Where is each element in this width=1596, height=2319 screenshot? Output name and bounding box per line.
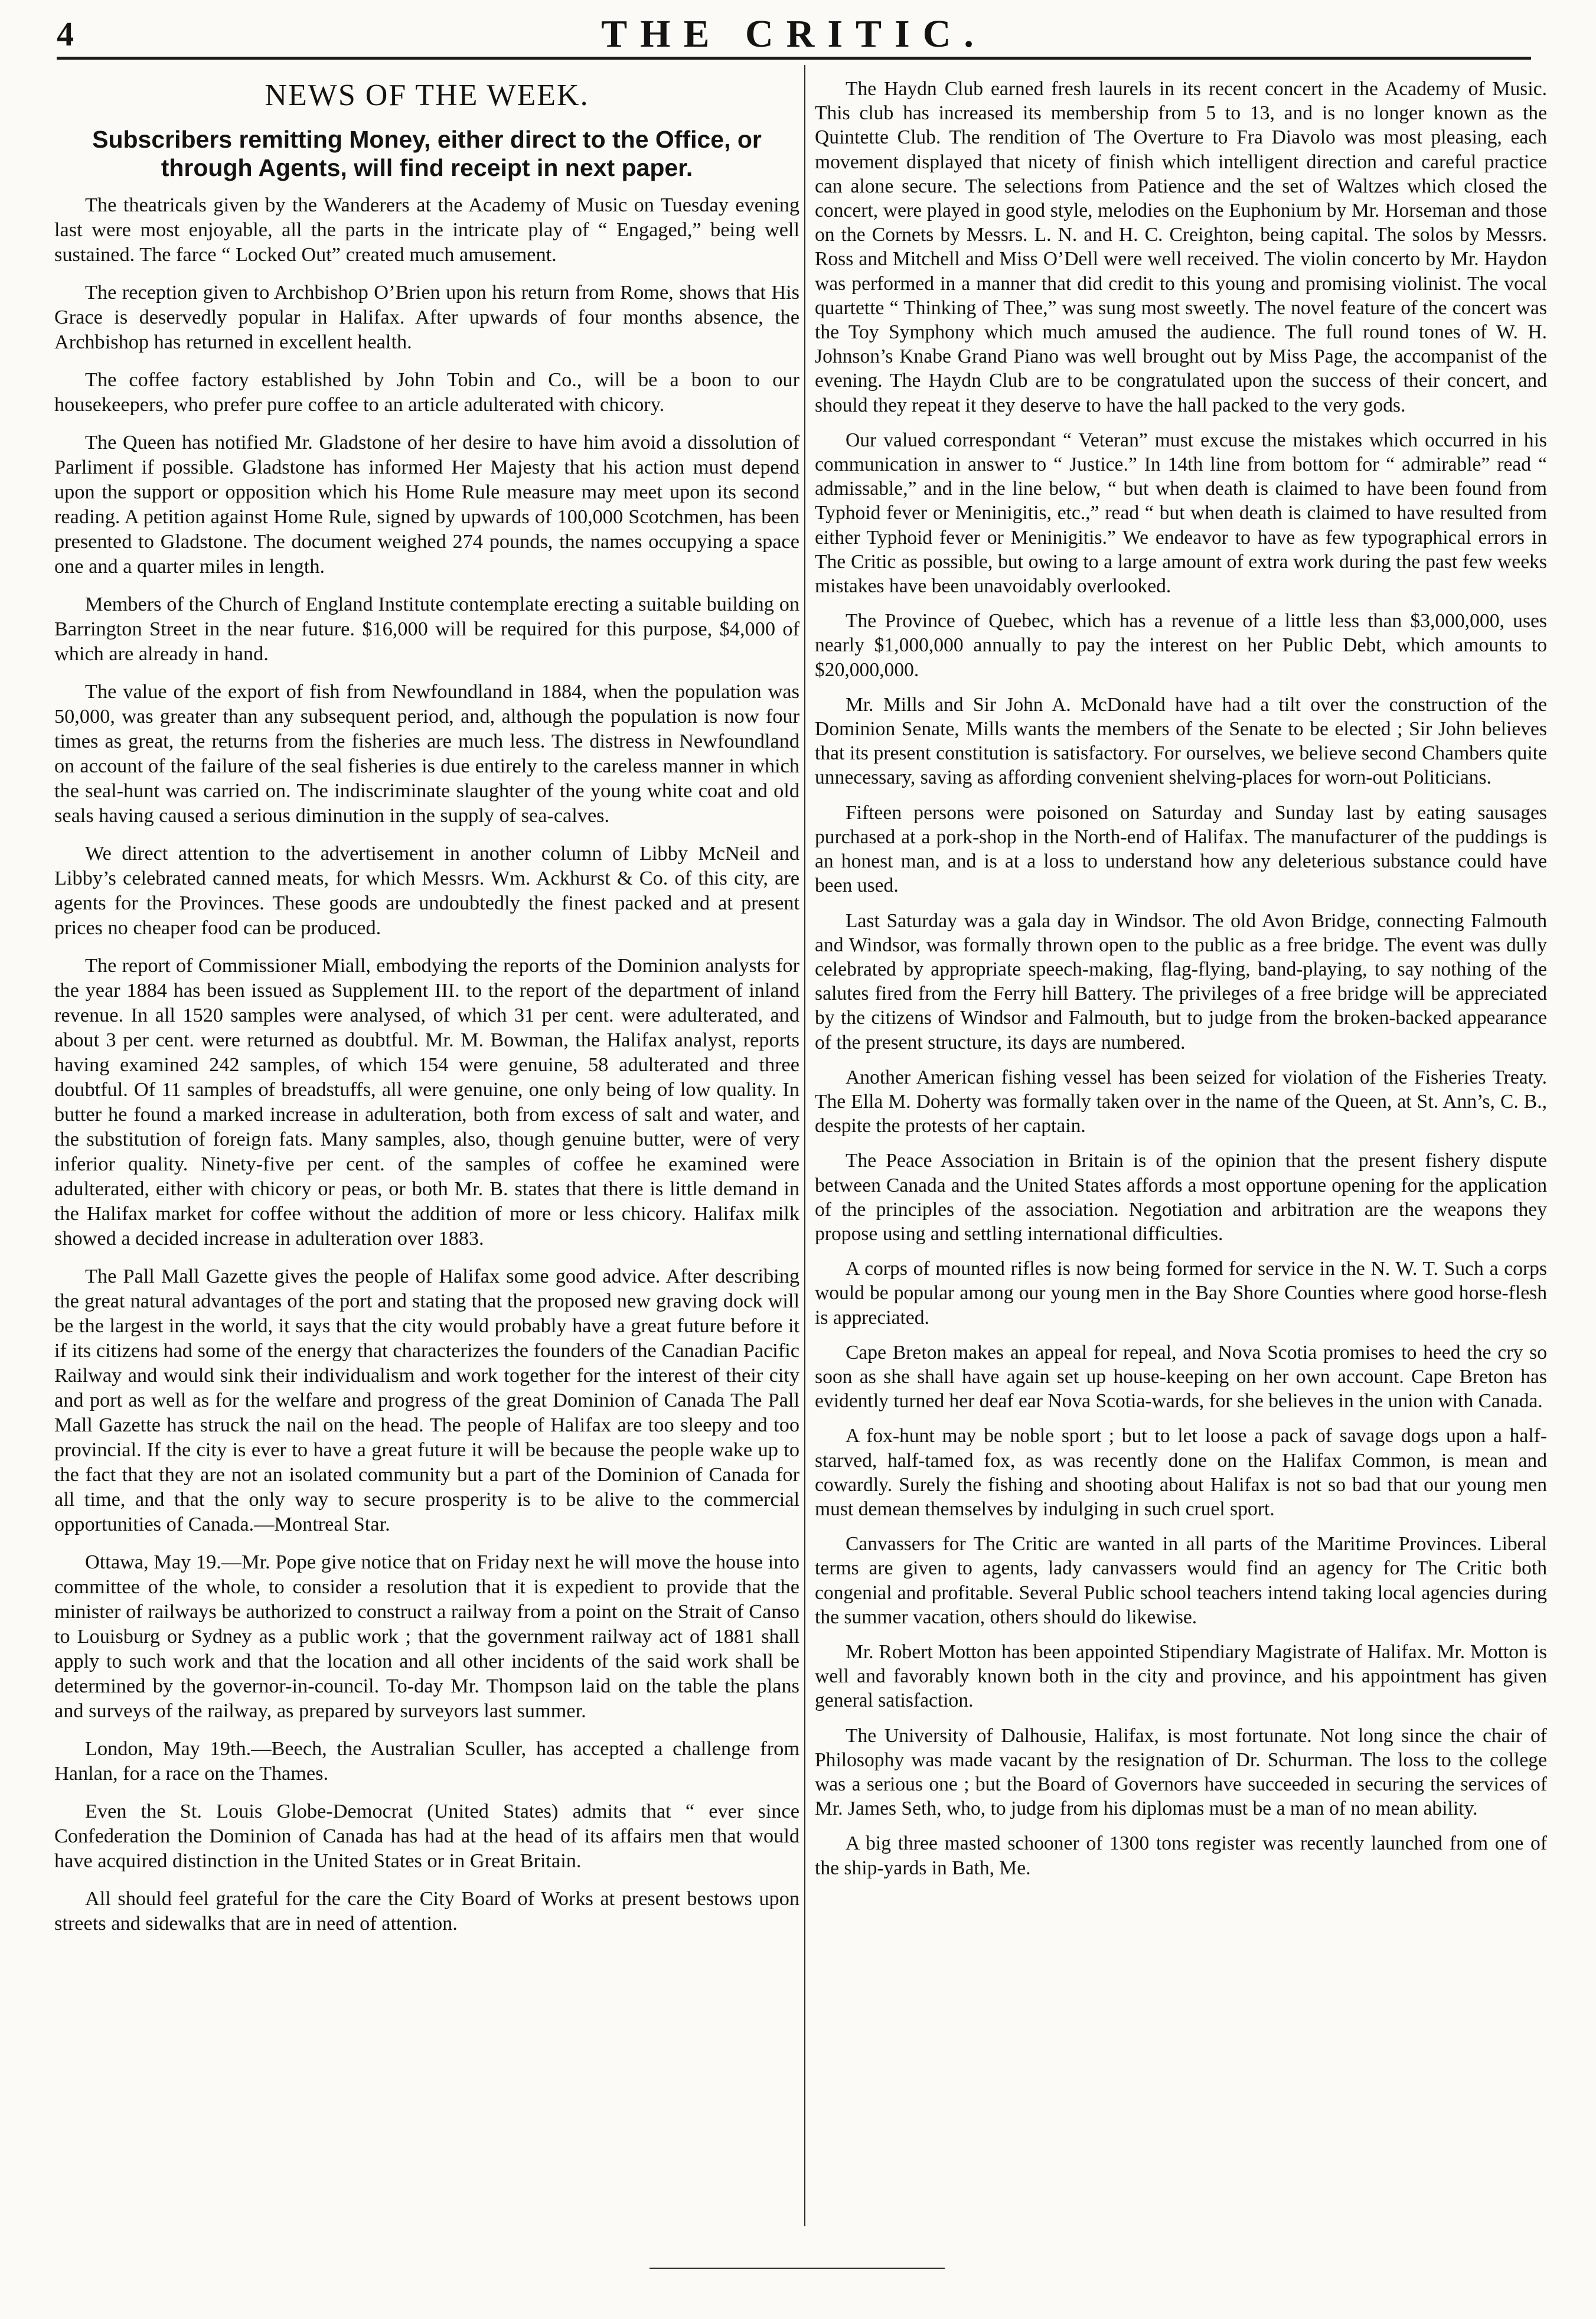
news-item: Another American fishing vessel has been seized for violation of the Fisheries Treaty. The Ella M. Doherty was formally taken over in the name of the Queen, at St. Ann’s, C. B., despite the protests of her captain. <box>815 1066 1547 1137</box>
paper-title: THE CRITIC. <box>601 12 987 56</box>
news-item: Canvassers for The Critic are wanted in all parts of the Maritime Provinces. Liberal terms are given to agents, lady canvassers would find an agency for The Critic both congenial and profitable. Several Public school teachers intend taking local agencies during the summer vacation, others should do likewise. <box>815 1533 1547 1628</box>
news-item: Mr. Robert Motton has been appointed Stipendiary Magistrate of Halifax. Mr. Motton is well and favorably known both in the city and province, and his appointment has given general satisfaction. <box>815 1640 1547 1712</box>
news-item: A corps of mounted rifles is now being formed for service in the N. W. T. Such a corps would be popular among our young men in the Bay Shore Counties where good horse-flesh is appreciated. <box>815 1258 1547 1329</box>
left-article-list <box>54 193 799 1936</box>
news-item: The Peace Association in Britain is of the opinion that the present fishery dispute between Canada and the United States affords a most opportune opening for the application of the principles of the association. Negotiation and arbitration are the weapons they propose using and settling international difficulties. <box>815 1150 1547 1245</box>
news-item: We direct attention to the advertisement in another column of Libby McNeil and Libby’s celebrated canned meats, for which Messrs. Wm. Ackhurst & Co. of this city, are agents for the Provinces. These goods are undoubtedly the finest packed and at present prices no cheaper food can be produced. <box>54 842 799 939</box>
news-item: The Queen has notified Mr. Gladstone of her desire to have him avoid a dissolution of Parliment if possible. Gladstone has informed Her Majesty that his action must depend upon the support or opposition which his Home Rule measure may meet upon its second reading. A petition against Home Rule, signed by upwards of 100,000 Scotchmen, has been presented to Gladstone. The document weighed 274 pounds, the names occupying a space one and a quarter miles in length. <box>54 431 799 578</box>
column-divider <box>804 65 805 2226</box>
news-item: The Province of Quebec, which has a revenue of a little less than $3,000,000, uses nearly $1,000,000 annually to pay the interest on her Public Debt, which amounts to $20,000,000. <box>815 610 1547 681</box>
news-item: Fifteen persons were poisoned on Saturday and Sunday last by eating sausages purchased at a pork-shop in the North-end of Halifax. The manufacturer of the puddings is an honest man, and is at a loss to understand how any deleterious substance could have been used. <box>815 801 1547 897</box>
news-item: The Pall Mall Gazette gives the people of Halifax some good advice. After describing the great natural advantages of the port and stating that the proposed new graving dock will be the largest in the world, it says that the city would probably have a great future before it if its citizens had some of the energy that characterizes the founders of the Canadian Pacific Railway and would sink their individualism and work together for the interest of their city and port as well as for the welfare and progress of the great Dominion of Canada The Pall Mall Gazette has struck the nail on the head. The people of Halifax are too sleepy and too provincial. If the city is ever to have a great future it will be because the people wake up to the fact that they are not an isolated community but a part of the Dominion of Canada for all time, and that the only way to secure prosperity is to be alive to the commercial opportunities of Canada.—Montreal Star. <box>54 1265 799 1535</box>
news-item: Mr. Mills and Sir John A. McDonald have had a tilt over the construction of the Dominion Senate, Mills wants the members of the Senate to be elected ; Sir John believes that its present constitution is satisfactory. For ourselves, we believe second Chambers quite unnecessary, saving as affording convenient shelving-places for worn-out Politicians. <box>815 693 1547 789</box>
masthead <box>57 11 1531 60</box>
news-item: The coffee factory established by John Tobin and Co., will be a boon to our housekeepers, who prefer pure coffee to an article adulterated with chicory. <box>54 368 799 416</box>
news-item: Last Saturday was a gala day in Windsor. The old Avon Bridge, connecting Falmouth and Windsor, was formally thrown open to the public as a free bridge. The event was dully celebrated by appropriate speech-making, flag-flying, band-playing, to say nothing of the salutes fired from the Ferry hill Battery. The privileges of a free bridge will be appreciated by the citizens of Windsor and Falmouth, but to judge from the broken-backed appearance of the present structure, its days are numbered. <box>815 909 1547 1054</box>
news-item: The value of the export of fish from Newfoundland in 1884, when the population was 50,000, was greater than any subsequent period, and, although the population is now four times as great, the returns from the fisheries are much less. The distress in Newfoundland on account of the failure of the seal fisheries is due entirely to the careless manner in which the seal-hunt was carried on. The indiscriminate slaughter of the young white coat and old seals having caused a serious diminution in the supply of sea-calves. <box>54 680 799 827</box>
subscriber-notice: Subscribers remitting Money, either direct to the Office, or through Agents, will find receipt in next paper. <box>92 126 762 181</box>
page-number: 4 <box>57 15 74 53</box>
news-item: All should feel grateful for the care the City Board of Works at present bestows upon streets and sidewalks that are in need of attention. <box>54 1887 799 1935</box>
section-title: NEWS OF THE WEEK. <box>265 79 589 112</box>
news-item: Even the St. Louis Globe-Democrat (United States) admits that “ ever since Confederation the Dominion of Canada has had at the head of its affairs men that would have acquired distinction in the United States or in Great Britain. <box>54 1800 799 1872</box>
news-item: A big three masted schooner of 1300 tons register was recently launched from one of the ship-yards in Bath, Me. <box>815 1832 1547 1879</box>
left-column <box>54 77 799 1949</box>
right-article-list <box>815 77 1547 1880</box>
news-item: The report of Commissioner Miall, embodying the reports of the Dominion analysts for the year 1884 has been issued as Supplement III. to the report of the department of inland revenue. In all 1520 samples were analysed, of which 31 per cent. were adulterated, and about 3 per cent. were returned as doubtful. Mr. M. Bowman, the Halifax analyst, reports having examined 242 samples, of which 154 were genuine, 58 adulterated and three doubtful. Of 11 samples of breadstuffs, all were genuine, one only being of low quality. In butter he found a marked increase in adulteration, both from excess of salt and water, and the substitution of foreign fats. Many samples, also, though genuine butter, were of very inferior quality. Ninety-five per cent. of the samples of coffee he examined were adulterated, either with chicory or peas, or both Mr. B. states that there is little demand in the Halifax market for coffee without the addition of more or less chicory. Halifax milk showed a decided increase in adulteration over 1883. <box>54 954 799 1250</box>
news-item: Ottawa, May 19.—Mr. Pope give notice that on Friday next he will move the house into committee of the whole, to consider a resolution that it is expedient to provide that the minister of railways be authorized to construct a railway from a point on the Strait of Canso to Louisburg or Sydney as a public work ; that the government railway act of 1881 shall apply to such work and that the location and all other incidents of the said work shall be determined by the governor-in-council. To-day Mr. Thompson laid on the table the plans and surveys of the railway, as prepared by surveyors last summer. <box>54 1551 799 1722</box>
news-item: A fox-hunt may be noble sport ; but to let loose a pack of savage dogs upon a half-starved, half-tamed fox, as was recently done on the Halifax Common, is mean and cowardly. Surely the fishing and shooting about Halifax is not so bad that our young men must demean themselves by indulging in such cruel sport. <box>815 1425 1547 1520</box>
news-item: London, May 19th.—Beech, the Australian Sculler, has accepted a challenge from Hanlan, for a race on the Thames. <box>54 1737 799 1785</box>
news-item: The reception given to Archbishop O’Brien upon his return from Rome, shows that His Grace is deservedly popular in Halifax. After upwards of four months absence, the Archbishop has returned in excellent health. <box>54 281 799 353</box>
news-item: Cape Breton makes an appeal for repeal, and Nova Scotia promises to heed the cry so soon as she shall have again set up house-keeping on her own account. Cape Breton has evidently turned her deaf ear Nova Scotia-wards, for she believes in the union with Canada. <box>815 1341 1547 1413</box>
bottom-rule <box>650 2268 945 2269</box>
news-item: Our valued correspondant “ Veteran” must excuse the mistakes which occurred in his communication in answer to “ Justice.” In 14th line from bottom for “ admirable” read “ admissable,” and in the line below, “ but when death is claimed to have been found from Typhoid fever or Meninigitis, etc.,” read “ but when death is claimed to have resulted from either Typhoid fever or Meninigitis.” We endeavor to have as few typographical errors in The Critic as possible, but owing to a large amount of extra work during the past few weeks mistakes have been unavoidably overlooked. <box>815 429 1547 598</box>
right-column <box>815 77 1547 1891</box>
news-item: The Haydn Club earned fresh laurels in its recent concert in the Academy of Music. This club has increased its membership from 5 to 13, and is no longer known as the Quintette Club. The rendition of The Overture to Fra Diavolo was most pleasing, each movement displayed that nicety of finish which intelligent direction and careful practice can alone secure. The selections from Patience and the set of Waltzes which closed the concert, were played in good style, melodies on the Euphonium by Mr. Horseman and those on the Cornets by Messrs. L. N. and H. C. Creighton, being capital. The solos by Messrs. Ross and Mitchell and Miss O’Dell were well received. The violin concerto by Mr. Haydon was performed in a manner that did credit to this young and promising violinist. The vocal quartette “ Thinking of Thee,” was sung most sweetly. The novel feature of the concert was the Toy Symphony which much amused the audience. The full round tones of W. H. Johnson’s Knabe Grand Piano was well brought out by Miss Page, the accompanist of the evening. The Haydn Club are to be congratulated upon the success of their concert, and should they repeat it they deserve to have the hall packed to the very gods. <box>815 78 1547 416</box>
news-item: The theatricals given by the Wanderers at the Academy of Music on Tuesday evening last were most enjoyable, all the parts in the intricate play of “ Engaged,” being well sustained. The farce “ Locked Out” created much amusement. <box>54 194 799 266</box>
news-item: Members of the Church of England Institute contemplate erecting a suitable building on Barrington Street in the near future. $16,000 will be required for this purpose, $4,000 of which are already in hand. <box>54 593 799 665</box>
news-item: The University of Dalhousie, Halifax, is most fortunate. Not long since the chair of Philosophy was made vacant by the resignation of Dr. Schurman. The loss to the college was a serious one ; but the Board of Governors have succeeded in securing the services of Mr. James Seth, who, to judge from his diplomas must be a man of no mean ability. <box>815 1724 1547 1820</box>
